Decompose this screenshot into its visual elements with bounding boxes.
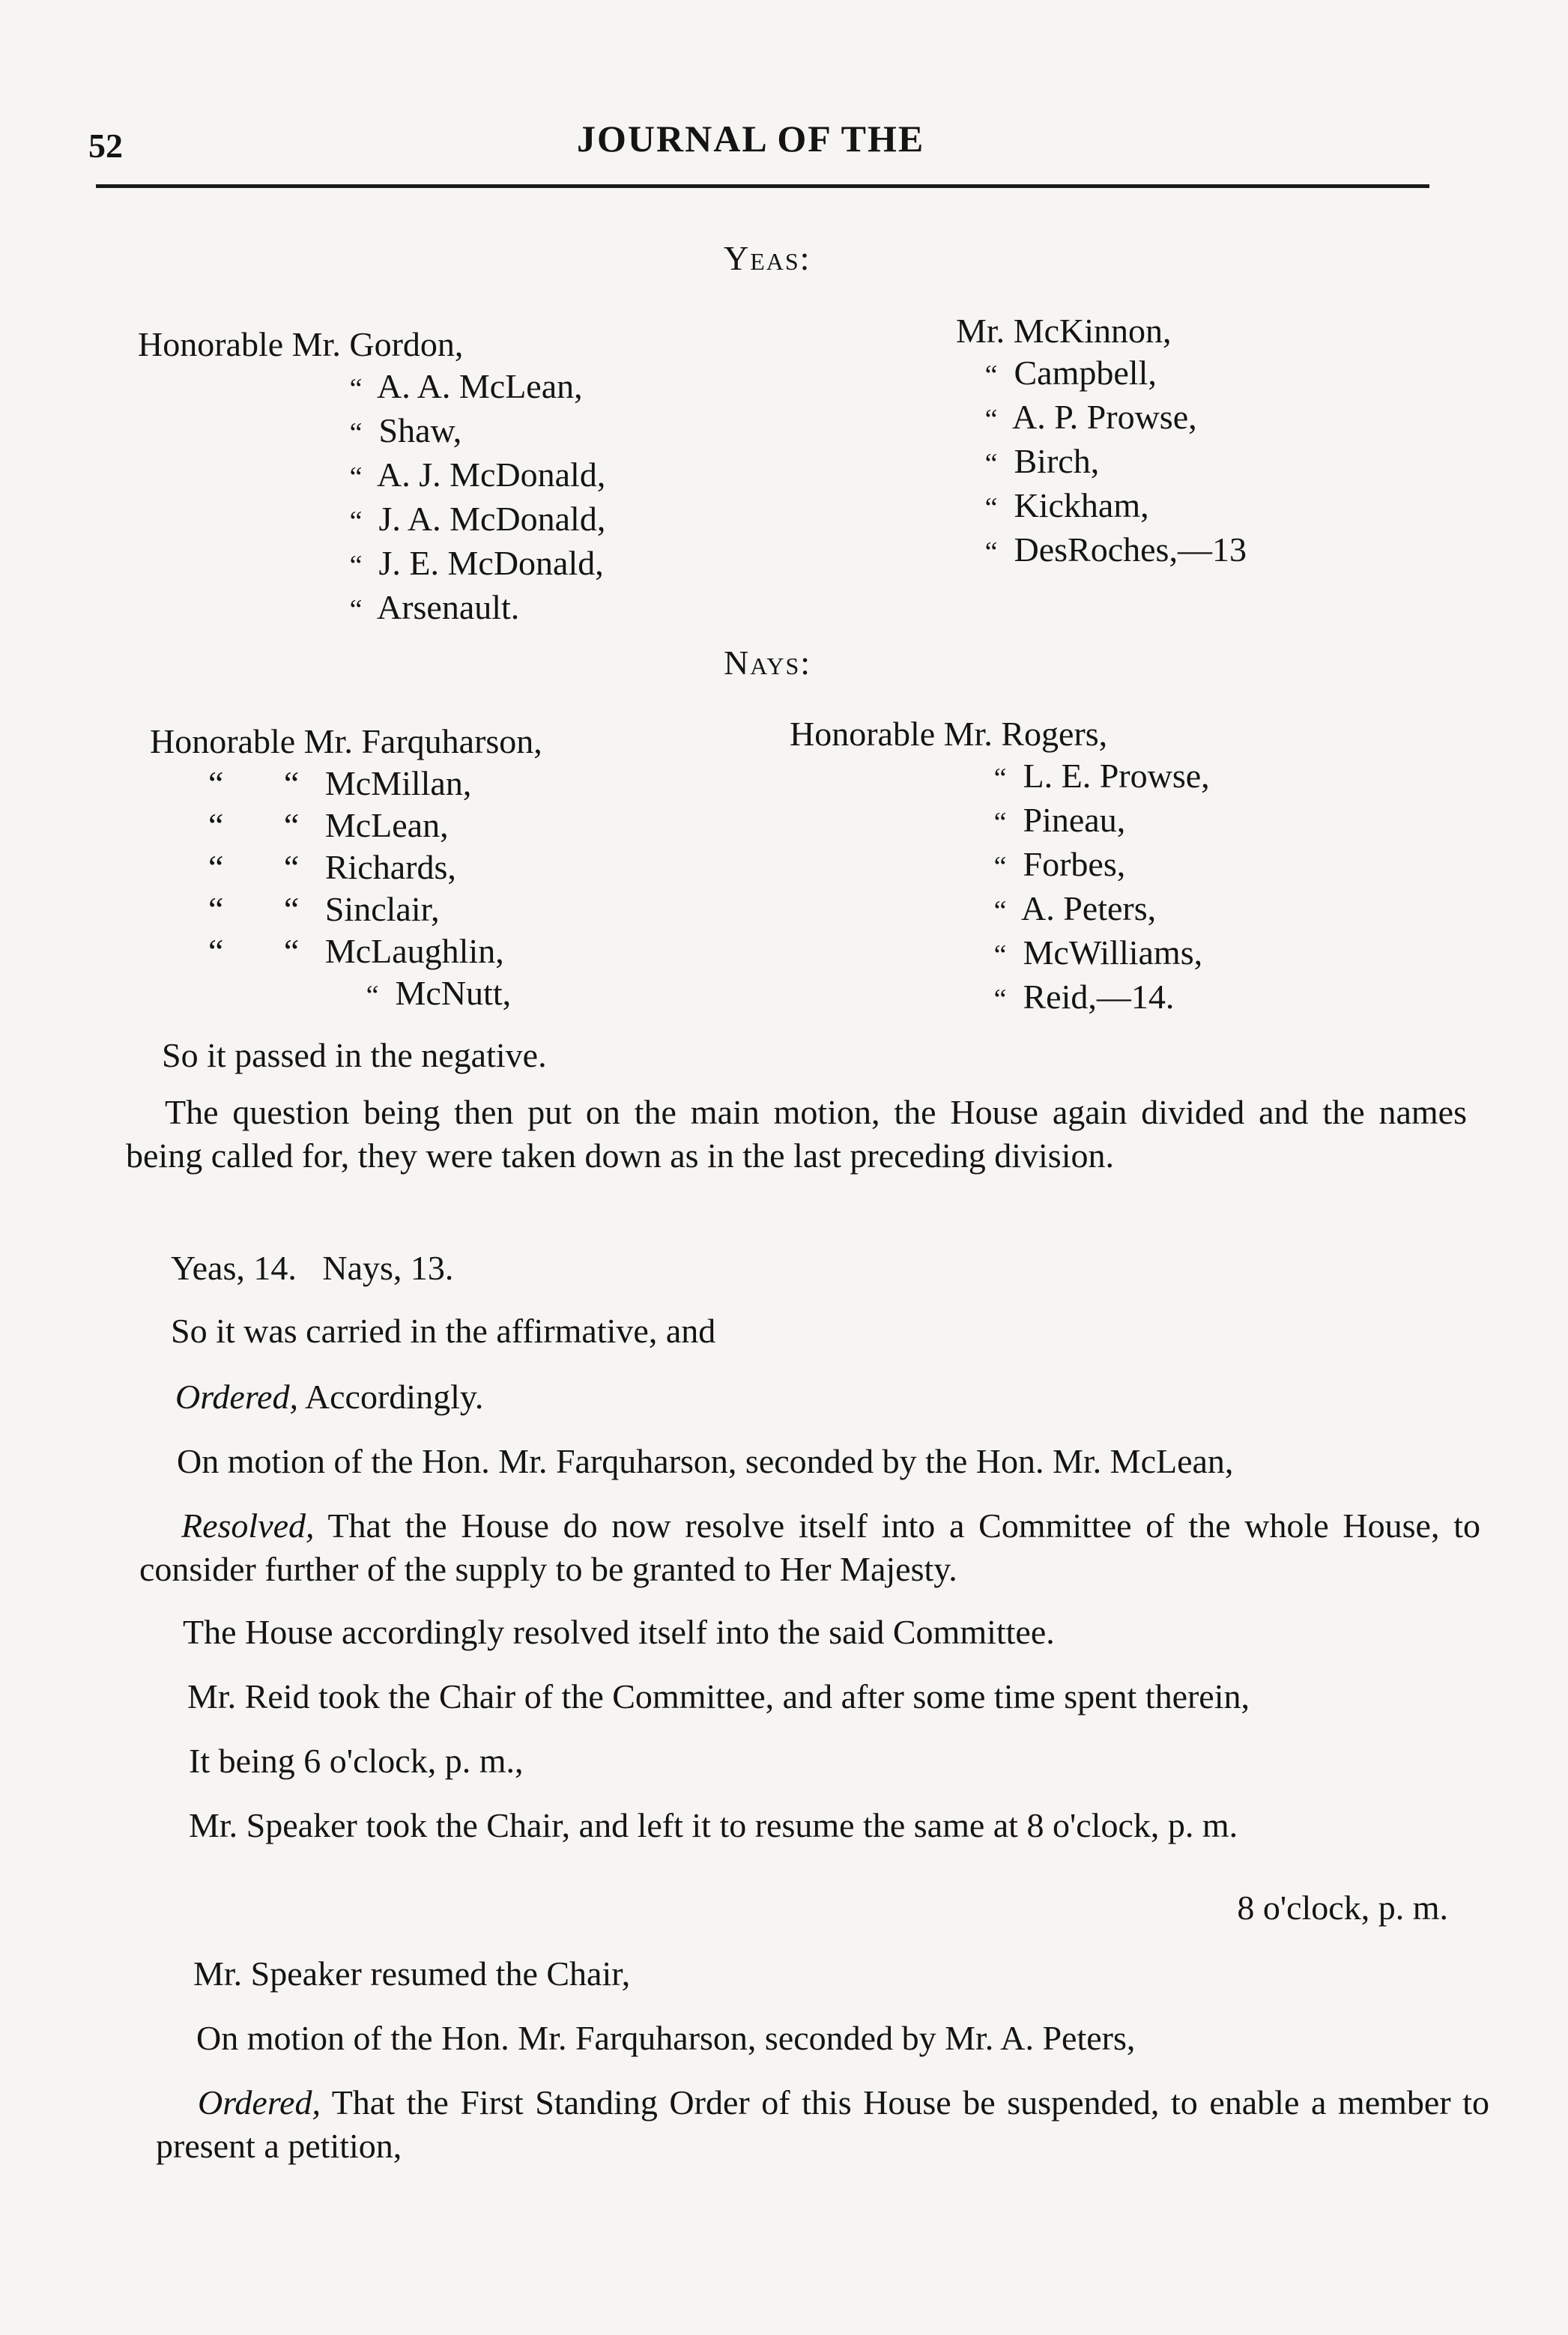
paragraph-main-motion: The question being then put on the main motion, the House again divided and the names being called for, they were taken down as in the last preceding division. — [126, 1093, 1467, 1175]
list-item: “ “ McMillan, — [208, 764, 472, 802]
list-item: “ J. A. McDonald, — [349, 500, 606, 538]
list-item: “ “ Sinclair, — [208, 890, 440, 928]
paragraph-affirmative: So it was carried in the affirmative, and — [171, 1312, 716, 1350]
paragraph-speaker-left: Mr. Speaker took the Chair, and left it to resume the same at 8 o'clock, p. m. — [189, 1806, 1238, 1844]
list-item: “ Shaw, — [349, 411, 462, 449]
list-item: “ Kickham, — [984, 486, 1149, 524]
list-item: Honorable Mr. Farquharson, — [150, 722, 542, 760]
list-item: “ Forbes, — [993, 845, 1126, 883]
paragraph-standing-order: Ordered, That the First Standing Order of this House be suspended, to enable a member to present a petition, — [156, 2083, 1489, 2165]
page-number: 52 — [88, 127, 123, 165]
list-item: “ “ Richards, — [208, 848, 456, 886]
list-item: Honorable Mr. Gordon, — [138, 325, 464, 363]
list-item: “ Pineau, — [993, 801, 1126, 839]
nays-right-column — [790, 713, 1210, 1020]
list-item: “ Reid,—14. — [993, 978, 1175, 1016]
time-stamp: 8 o'clock, p. m. — [1237, 1889, 1448, 1927]
paragraph-negative: So it passed in the negative. — [162, 1036, 547, 1074]
paragraph-chair-committee: Mr. Reid took the Chair of the Committee, and after some time spent therein, — [187, 1677, 1250, 1715]
list-item: “ A. Peters, — [993, 889, 1157, 927]
paragraph-six-oclock: It being 6 o'clock, p. m., — [189, 1742, 524, 1780]
yeas-left-column — [138, 324, 605, 631]
list-item: Mr. McKinnon, — [956, 312, 1172, 350]
list-item: “ Birch, — [984, 442, 1100, 480]
list-item: “ “ McLean, — [208, 806, 449, 844]
paragraph-speaker-resumed: Mr. Speaker resumed the Chair, — [193, 1954, 631, 1993]
list-item: “ A. A. McLean, — [349, 367, 583, 405]
list-item: “ “ McLaughlin, — [208, 932, 504, 970]
list-item: “ DesRoches,—13 — [984, 530, 1247, 569]
list-item: “ L. E. Prowse, — [993, 757, 1210, 795]
paragraph-motion-supply: On motion of the Hon. Mr. Farquharson, seconded by the Hon. Mr. McLean, — [177, 1442, 1234, 1480]
list-item: Honorable Mr. Rogers, — [790, 715, 1108, 753]
list-item: “ Arsenault. — [349, 588, 520, 626]
list-item: “ J. E. McDonald, — [349, 544, 604, 582]
list-item: “ McWilliams, — [993, 933, 1203, 972]
yeas-right-column — [956, 310, 1247, 573]
yeas-heading: Yeas: — [724, 239, 811, 277]
paragraph-vote-count: Yeas, 14. Nays, 13. — [171, 1249, 454, 1287]
paragraph-ordered-accordingly: Ordered, Accordingly. — [175, 1378, 484, 1416]
nays-heading: Nays: — [724, 643, 812, 682]
list-item: “ A. P. Prowse, — [984, 398, 1197, 436]
header-rule — [96, 184, 1429, 188]
list-item: “ McNutt, — [366, 974, 512, 1012]
paragraph-motion-peters: On motion of the Hon. Mr. Farquharson, seconded by Mr. A. Peters, — [196, 2019, 1136, 2057]
list-item: “ Campbell, — [984, 354, 1157, 392]
paragraph-committee: The House accordingly resolved itself into the said Committee. — [183, 1613, 1055, 1651]
running-title: JOURNAL OF THE — [577, 118, 925, 160]
list-item: “ A. J. McDonald, — [349, 455, 606, 494]
nays-left-column — [150, 721, 542, 1017]
paragraph-resolved: Resolved, That the House do now resolve itself into a Committee of the whole House, to consider further of the supply to be granted to Her Majesty. — [139, 1506, 1480, 1588]
